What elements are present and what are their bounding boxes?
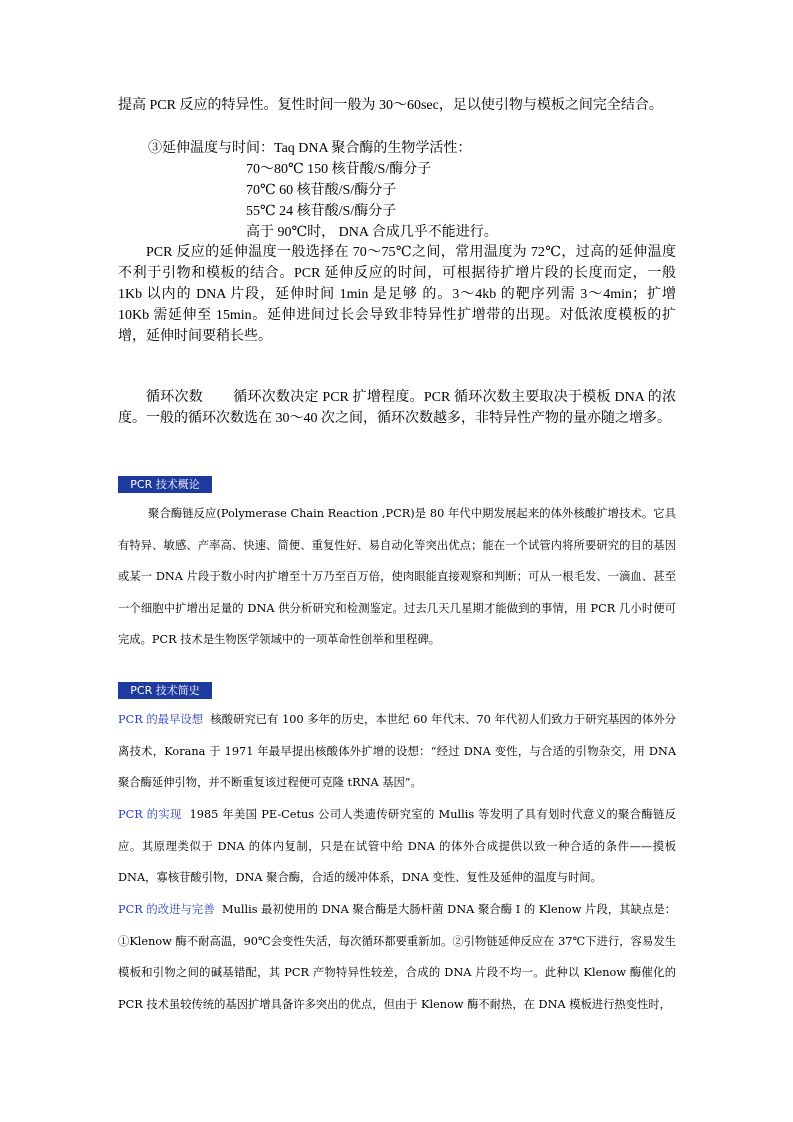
extension-heading: ③延伸温度与时间：Taq DNA 聚合酶的生物学活性：	[148, 141, 472, 156]
history-item	[118, 704, 676, 799]
history-item	[118, 894, 676, 1020]
overview-badge: PCR 技术概论	[118, 476, 212, 493]
extension-paragraph: PCR 反应的延伸温度一般选择在 70～75℃之间，常用温度为 72℃，过高的延伸温度不利于引物和模板的结合。PCR 延伸反应的时间，可根据待扩增片段的长度而定，一般 1Kb 以内的 DNA 片段，延伸时间 1min 是足够 的。3～4kb 的靶序列需 3～4min；扩增 10Kb 需延伸至 15min。延伸进间过长会导致非特异性扩增带的出现。对低浓度模板的扩增，延伸时间要稍长些。	[118, 245, 676, 344]
cycles-paragraph	[118, 387, 676, 429]
intro-line: 提高 PCR 反应的特异性。复性时间一般为 30～60sec，足以使引物与模板之间完全结合。	[118, 98, 663, 113]
history-badge: PCR 技术简史	[118, 682, 212, 699]
history-item-title: PCR 的改进与完善	[118, 903, 215, 916]
history-item-text: 核酸研究已有 100 多年的历史，本世纪 60 年代末、70 年代初人们致力于研究基因的体外分离技术，Korana 于 1971 年最早提出核酸体外扩增的设想：“经过 DNA 变性，与合适的引物杂交，用 DNA 聚合酶延伸引物，并不断重复该过程便可克隆 tRNA 基因”。	[118, 713, 676, 789]
overview-paragraph: 聚合酶链反应(Polymerase Chain Reaction ,PCR)是 80 年代中期发展起来的体外核酸扩增技术。它具有特异、敏感、产率高、快速、简便、重复性好、易自动化等突出优点；能在一个试管内将所要研究的目的基因或某一 DNA 片段于数小时内扩增至十万乃至百万倍，使肉眼能直接观察和判断；可从一根毛发、一滴血、甚至一个细胞中扩增出足量的 DNA 供分析研究和检测鉴定。过去几天几星期才能做到的事情，用 PCR 几小时便可完成。PCR 技术是生物医学领域中的一项革命性创举和里程碑。	[118, 507, 676, 646]
extension-row: 70℃ 60 核苷酸/S/酶分子	[246, 183, 397, 198]
extension-row: 55℃ 24 核苷酸/S/酶分子	[246, 204, 397, 219]
cycles-title: 循环次数	[146, 390, 203, 405]
history-item-title: PCR 的实现	[118, 808, 182, 821]
history-item	[118, 799, 676, 894]
history-item-text: 1985 年美国 PE-Cetus 公司人类遗传研究室的 Mullis 等发明了具有划时代意义的聚合酶链反应。其原理类似于 DNA 的体内复制，只是在试管中给 DNA 的体外合成提供以致一种合适的条件——摸板 DNA，寡核苷酸引物，DNA 聚合酶，合适的缓冲体系，DNA 变性、复性及延伸的温度与时间。	[118, 808, 676, 884]
cycles-text: 循环次数决定 PCR 扩增程度。PCR 循环次数主要取决于模板 DNA 的浓度。一般的循环次数选在 30～40 次之间，循环次数越多，非特异性产物的量亦随之增多。	[118, 390, 677, 426]
history-item-title: PCR 的最早设想	[118, 713, 204, 726]
extension-row: 高于 90℃时， DNA 合成几乎不能进行。	[246, 225, 498, 240]
history-item-text: Mullis 最初使用的 DNA 聚合酶是大肠杆菌 DNA 聚合酶 I 的 Klenow 片段，其缺点是：①Klenow 酶不耐高温，90℃会变性失活，每次循环都要重新加。②引物链延伸反应在 37℃下进行，容易发生模板和引物之间的碱基错配，其 PCR 产物特异性较差，合成的 DNA 片段不均一。此种以 Klenow 酶催化的 PCR 技术虽较传统的基因扩增具备许多突出的优点，但由于 Klenow 酶不耐热，在 DNA 模板进行热变性时，	[118, 903, 677, 1011]
extension-row: 70～80℃ 150 核苷酸/S/酶分子	[246, 162, 432, 177]
